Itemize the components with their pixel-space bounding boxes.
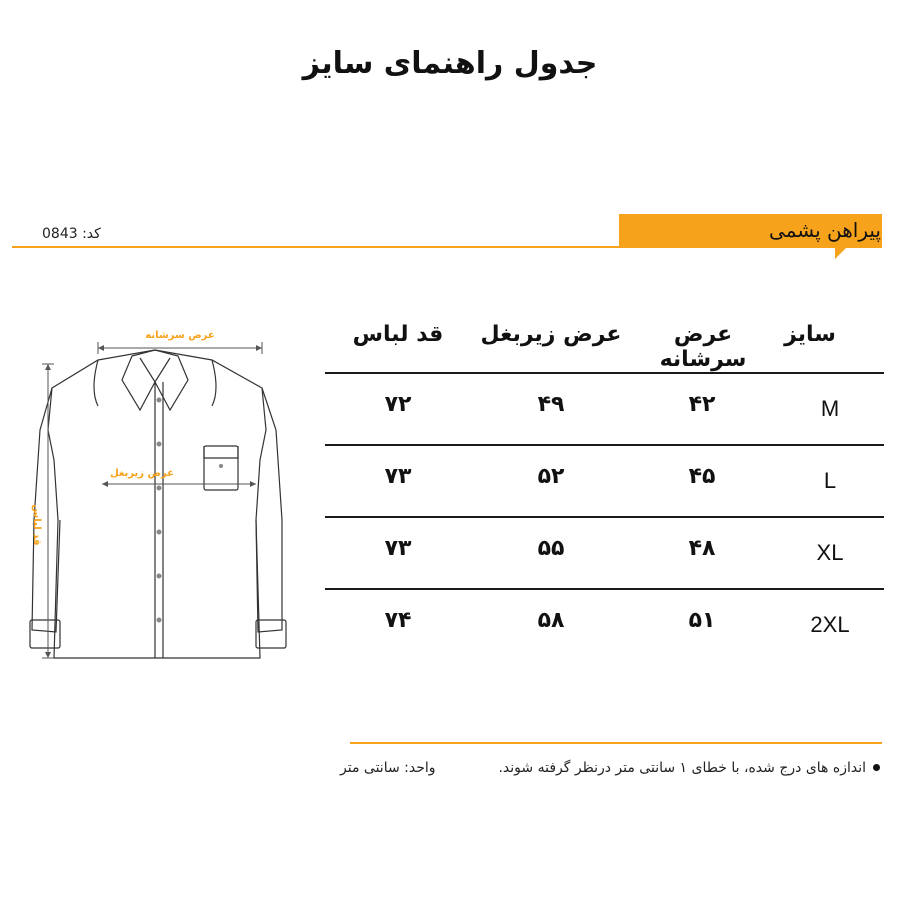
page-title: جدول راهنمای سایز	[302, 46, 598, 81]
table-cell-shoulder: ۵۱	[688, 608, 716, 633]
length-label: قد لباس	[31, 504, 42, 546]
header-shoulder: عرض سرشانه	[659, 322, 747, 372]
product-code: کد: 0843	[42, 226, 101, 242]
header-size: سایز	[784, 322, 836, 347]
table-cell-size: XL	[816, 540, 844, 565]
table-cell-shoulder: ۴۵	[688, 464, 716, 489]
unit-note: واحد: سانتی متر	[340, 760, 436, 776]
table-cell-length: ۷۴	[384, 608, 412, 633]
product-tag-notch	[835, 247, 847, 259]
table-divider	[325, 588, 884, 590]
table-cell-length: ۷۳	[384, 464, 412, 489]
table-cell-armpit: ۴۹	[537, 392, 565, 417]
table-cell-armpit: ۵۲	[537, 464, 565, 489]
shirt-illustration	[20, 320, 305, 670]
table-cell-length: ۷۳	[384, 536, 412, 561]
product-name: پیراهن پشمی	[769, 218, 881, 242]
header-armpit: عرض زیربغل	[480, 322, 622, 347]
table-cell-size: 2XL	[810, 612, 850, 637]
table-cell-shoulder: ۴۸	[688, 536, 716, 561]
armpit-width-label: عرض زیربغل	[109, 468, 175, 479]
bullet-icon	[873, 764, 880, 771]
table-cell-size: L	[823, 468, 837, 493]
tolerance-note: اندازه های درج شده، با خطای ۱ سانتی متر درنظر گرفته شوند.	[498, 760, 866, 776]
table-cell-length: ۷۲	[384, 392, 412, 417]
table-cell-size: M	[820, 396, 840, 421]
table-cell-shoulder: ۴۲	[688, 392, 716, 417]
table-divider	[325, 372, 884, 374]
table-cell-armpit: ۵۸	[537, 608, 565, 633]
table-divider	[325, 444, 884, 446]
table-divider	[325, 516, 884, 518]
notes-divider	[350, 742, 882, 744]
shoulder-width-label: عرض سرشانه	[145, 330, 215, 341]
table-cell-armpit: ۵۵	[537, 536, 565, 561]
header-length: قد لباس	[352, 322, 444, 347]
